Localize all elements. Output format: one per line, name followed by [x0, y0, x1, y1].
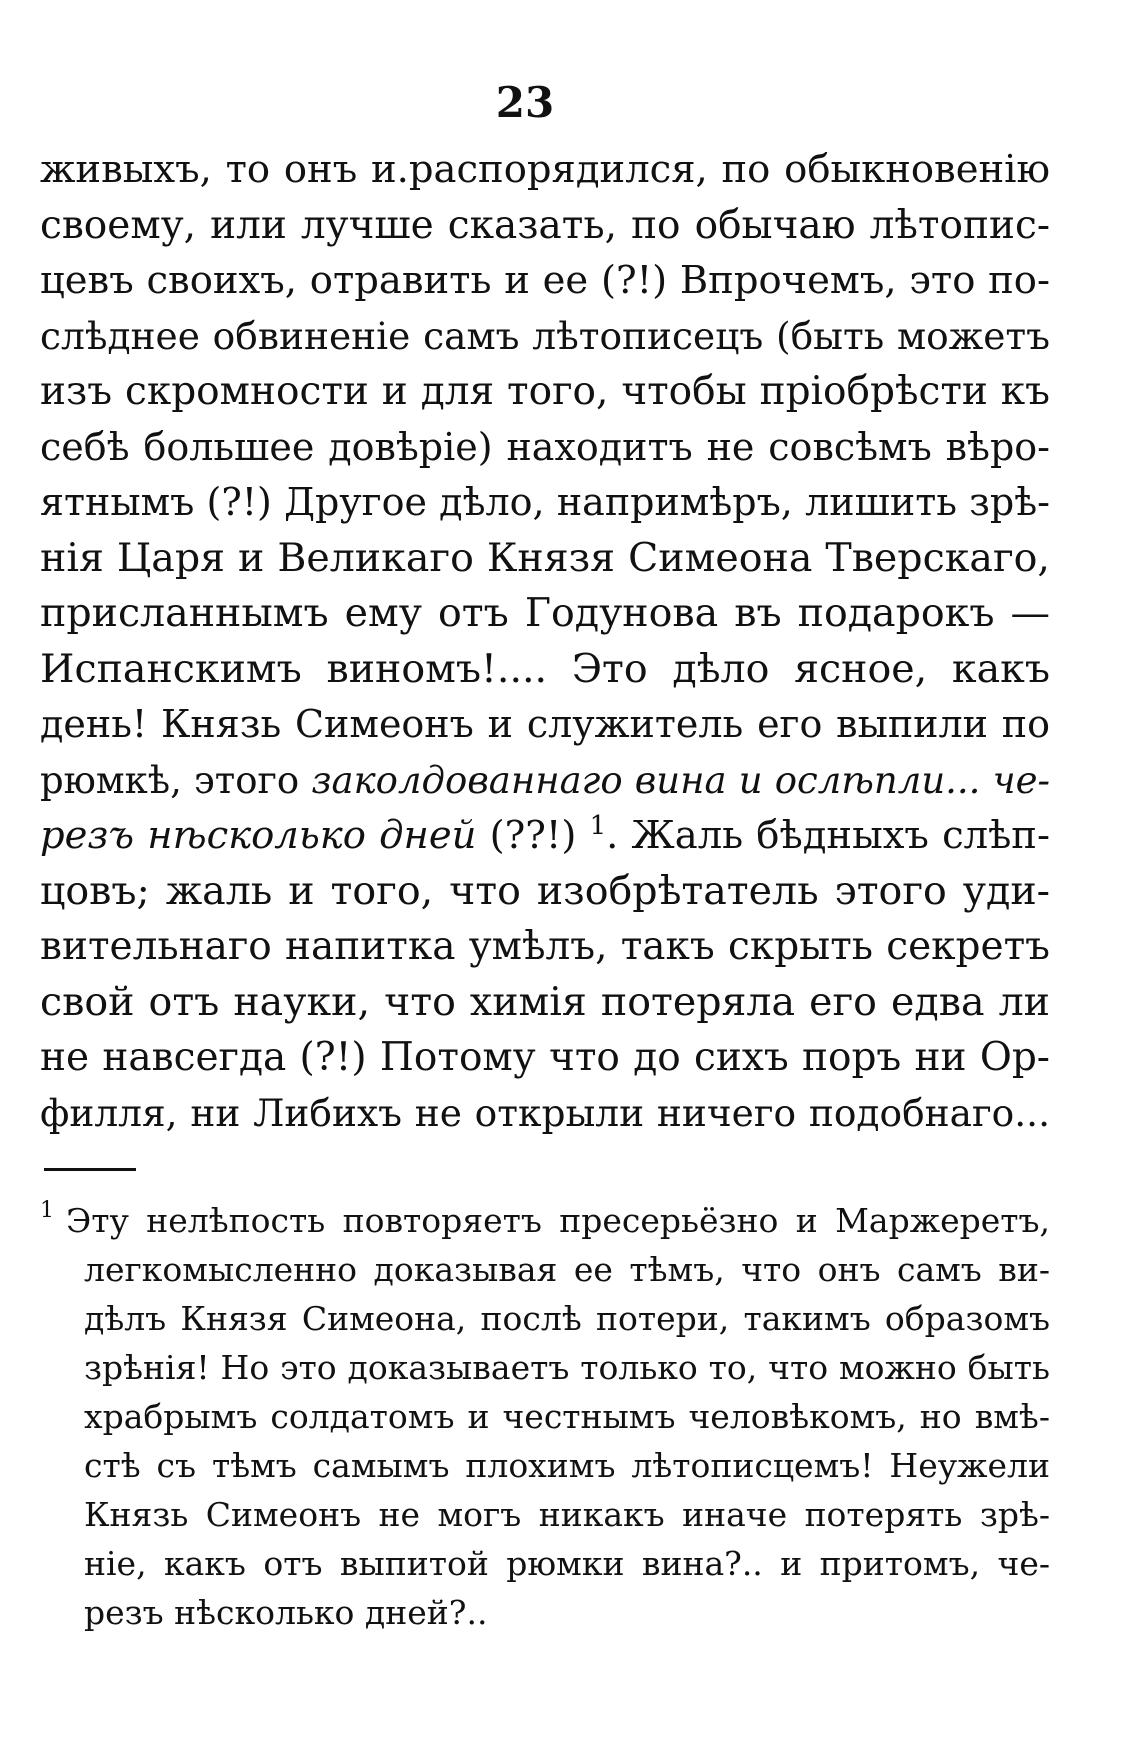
text-line: себѣ большее довѣріе) находитъ не совсѣмъ вѣро- — [40, 424, 1050, 469]
footnote-text: Эту нелѣпость повторяетъ пресерьёзно и Маржеретъ, — [66, 1201, 1050, 1240]
text-segment: рюмкѣ, этого — [40, 758, 312, 802]
italic-segment: резъ нѣсколько дней — [40, 813, 477, 858]
text-line: изъ скромности и для того, чтобы пріобрѣсти къ — [40, 369, 1050, 414]
footnote-line — [40, 1196, 1050, 1245]
italic-segment: заколдованнаго вина и ослѣпли... че- — [311, 758, 1051, 802]
text-line: живыхъ, то онъ и.распорядился, по обыкновенію — [40, 147, 1050, 192]
text-line: вительнаго напитка умѣлъ, такъ скрыть секретъ — [40, 924, 1050, 969]
text-line-mixed — [40, 753, 1050, 809]
text-line: ятнымъ (?!) Другое дѣло, напримѣръ, лишить зрѣ- — [40, 480, 1050, 524]
footnote-block — [40, 1196, 1050, 1637]
footnote-divider — [44, 1168, 136, 1171]
footnote-reference: 1 — [589, 811, 607, 842]
text-line-mixed — [40, 808, 1050, 864]
text-line: своему, или лучше сказать, по обычаю лѣтопис- — [40, 202, 1050, 248]
footnote-line: резъ нѣсколько дней?.. — [84, 1593, 488, 1632]
text-line: цевъ своихъ, отравить и ее (?!) Впрочемъ, это по- — [40, 258, 1050, 303]
footnote-line: легкомысленно доказывая ее тѣмъ, что онъ самъ ви- — [84, 1250, 1050, 1289]
text-line: филля, ни Либихъ не открыли ничего подобнаго... — [40, 1090, 1050, 1135]
footnote-line: зрѣнія! Но это доказываетъ только то, что можно быть — [84, 1348, 1050, 1387]
footnote-marker: 1 — [40, 1198, 54, 1223]
text-line: не навсегда (?!) Потому что до сихъ поръ ни Ор- — [40, 1035, 1050, 1080]
text-segment: (??!) — [476, 813, 590, 858]
page-number: 23 — [495, 78, 555, 127]
text-line: день! Князь Симеонъ и служитель его выпили по — [40, 702, 1050, 746]
text-segment: . Жаль бѣдныхъ слѣп- — [606, 813, 1050, 858]
text-line: Испанскимъ виномъ!.... Это дѣло ясное, какъ — [40, 645, 1050, 692]
footnote-line: ніе, какъ отъ выпитой рюмки вина?.. и притомъ, че- — [84, 1544, 1050, 1583]
footnote-line: стѣ съ тѣмъ самымъ плохимъ лѣтописцемъ! Неужели — [84, 1446, 1050, 1485]
text-line: нія Царя и Великаго Князя Симеона Тверскаго, — [40, 534, 1050, 581]
text-line: присланнымъ ему отъ Годунова въ подарокъ — — [40, 590, 1050, 636]
footnote-line: Князь Симеонъ не могъ никакъ иначе потерять зрѣ- — [84, 1495, 1050, 1534]
main-text-block — [40, 142, 1050, 1141]
footnote-line: храбрымъ солдатомъ и честнымъ человѣкомъ, но вмѣ- — [84, 1397, 1050, 1436]
footnote-line: дѣлъ Князя Симеона, послѣ потери, такимъ образомъ — [84, 1299, 1050, 1338]
text-line: цовъ; жаль и того, что изобрѣтатель этого уди- — [40, 867, 1050, 914]
text-line: свой отъ науки, что химія потеряла его едва ли — [40, 978, 1050, 1025]
text-line: слѣднее обвиненіе самъ лѣтописецъ (быть можетъ — [40, 313, 1050, 358]
